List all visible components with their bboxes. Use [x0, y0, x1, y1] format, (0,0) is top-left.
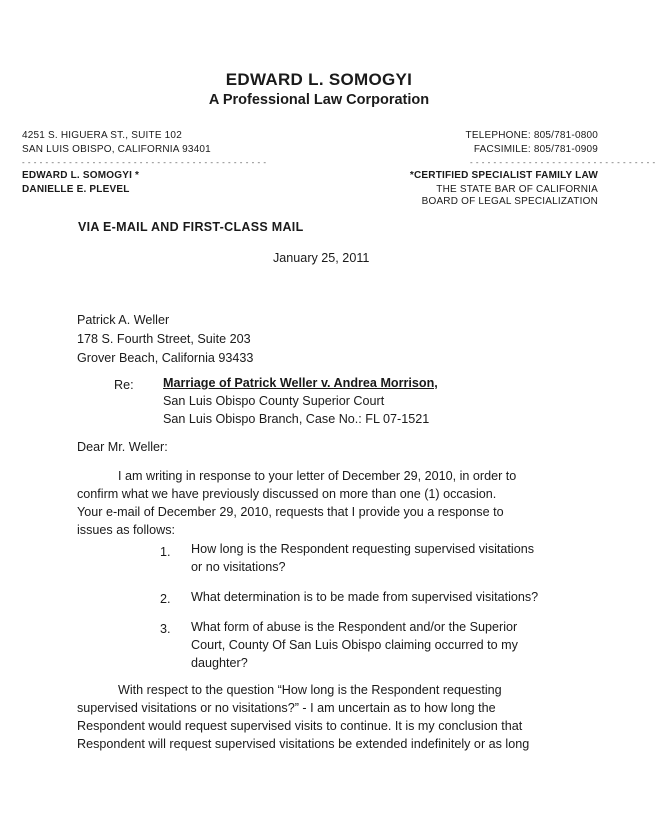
issue-number: 1.	[160, 545, 171, 559]
recipient-name: Patrick A. Weller	[77, 313, 170, 327]
delivery-method: VIA E-MAIL AND FIRST-CLASS MAIL	[78, 220, 304, 234]
firm-name: EDWARD L. SOMOGYI	[225, 70, 413, 89]
issue-text: daughter?	[191, 656, 248, 670]
cert-line-3: BOARD OF LEGAL SPECIALIZATION	[421, 196, 598, 207]
paragraph-line: I am writing in response to your letter of December 29, 2010, in order to	[118, 469, 517, 483]
issue-text: What determination is to be made from supervised visitations?	[191, 590, 539, 604]
issue-text: or no visitations?	[191, 560, 286, 574]
paragraph-line: issues as follows:	[77, 523, 175, 537]
paragraph-line: With respect to the question “How long is the Respondent requesting	[118, 683, 502, 697]
letter-date: January 25, 2011	[273, 251, 370, 265]
issue-text: How long is the Respondent requesting supervised visitations	[191, 542, 535, 556]
recipient-street: 178 S. Fourth Street, Suite 203	[77, 332, 251, 346]
right-divider: - - - - - - - - - - - - - - - - - - - - - - - - - - - - - - - -	[470, 158, 656, 167]
attorney-2: DANIELLE E. PLEVEL	[22, 184, 130, 195]
cert-line-2: THE STATE BAR OF CALIFORNIA	[436, 184, 598, 195]
telephone: TELEPHONE: 805/781-0800	[465, 130, 598, 141]
re-label: Re:	[114, 378, 134, 392]
paragraph-line: confirm what we have previously discussed on more than one (1) occasion.	[77, 487, 497, 501]
issue-text: What form of abuse is the Respondent and/or the Superior	[191, 620, 518, 634]
address-line-1: 4251 S. HIGUERA ST., SUITE 102	[22, 130, 182, 141]
firm-subtitle: A Professional Law Corporation	[208, 92, 430, 108]
case-number: San Luis Obispo Branch, Case No.: FL 07-1521	[163, 412, 430, 426]
salutation: Dear Mr. Weller:	[77, 440, 168, 454]
court-name: San Luis Obispo County Superior Court	[163, 394, 385, 408]
paragraph-line: Respondent would request supervised visits to continue. It is my conclusion that	[77, 719, 523, 733]
paragraph-line: supervised visitations or no visitations?” - I am uncertain as to how long the	[77, 701, 496, 715]
address-line-2: SAN LUIS OBISPO, CALIFORNIA 93401	[22, 144, 211, 155]
issue-text: Court, County Of San Luis Obispo claiming occurred to my	[191, 638, 518, 652]
facsimile: FACSIMILE: 805/781-0909	[473, 144, 598, 155]
left-divider: - - - - - - - - - - - - - - - - - - - - - - - - - - - - - - - - - - - - - - - - - -	[22, 158, 267, 167]
cert-line-1: *CERTIFIED SPECIALIST FAMILY LAW	[409, 170, 598, 181]
paragraph-line: Respondent will request supervised visitations be extended indefinitely or as long	[77, 737, 530, 751]
issue-number: 3.	[160, 622, 171, 636]
attorney-1: EDWARD L. SOMOGYI *	[22, 170, 140, 181]
issue-number: 2.	[160, 592, 171, 606]
case-caption: Marriage of Patrick Weller v. Andrea Morrison,	[163, 376, 438, 390]
paragraph-line: Your e-mail of December 29, 2010, requests that I provide you a response to	[77, 505, 504, 519]
recipient-city: Grover Beach, California 93433	[77, 351, 254, 365]
